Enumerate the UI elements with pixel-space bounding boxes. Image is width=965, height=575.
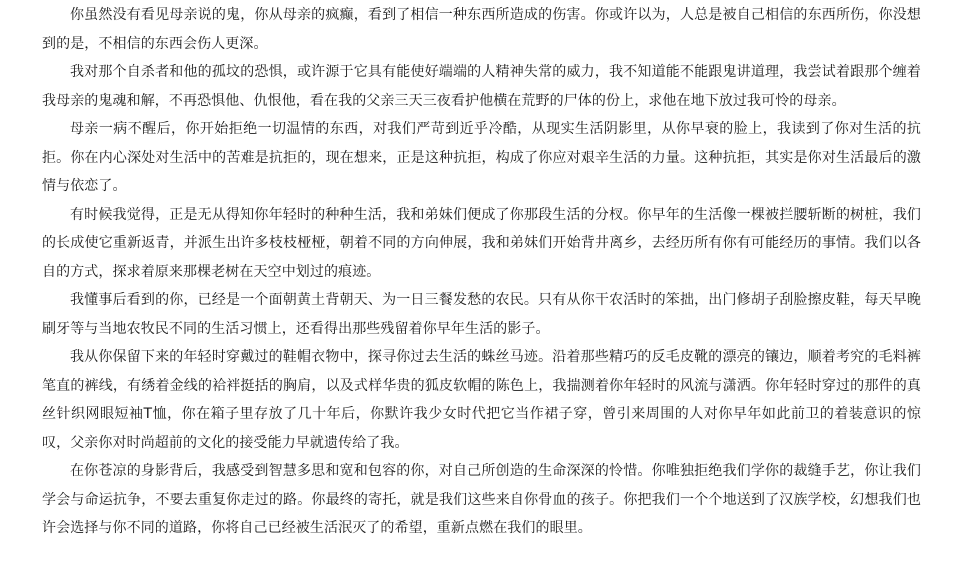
article-paragraph: 我懂事后看到的你，已经是一个面朝黄土背朝天、为一日三餐发愁的农民。只有从你干农活时的笨拙，出门修胡子刮脸擦皮鞋，每天早晚刷牙等与当地农牧民不同的生活习惯上，还看得出那些残留着你早年生活的影子。 [42,292,921,337]
article-paragraph: 母亲一病不醒后，你开始拒绝一切温情的东西，对我们严苛到近乎冷酷，从现实生活阴影里，从你早衰的脸上，我读到了你对生活的抗拒。你在内心深处对生活中的苦难是抗拒的，现在想来，正是这种抗拒，构成了你应对艰辛生活的力量。这种抗拒，其实是你对生活最后的激情与依恋了。 [42,121,921,194]
article-paragraph: 我从你保留下来的年轻时穿戴过的鞋帽衣物中，探寻你过去生活的蛛丝马迹。沿着那些精巧的反毛皮靴的漂亮的镶边，顺着考究的毛料裤笔直的裤线，有绣着金线的袷袢挺括的胸肩，以及式样华贵的狐皮软帽的陈色上，我揣测着你年轻时的风流与潇洒。你年轻时穿过的那件的真丝针织网眼短袖T恤，你在箱子里存放了几十年后，你默许我少女时代把它当作裙子穿，曾引来周围的人对你早年如此前卫的着装意识的惊叹，父亲你对时尚超前的文化的接受能力早就遗传给了我。 [42,349,921,451]
article-paragraph: 在你苍凉的身影背后，我感受到智慧多思和宽和包容的你，对自己所创造的生命深深的怜惜。你唯独拒绝我们学你的裁缝手艺，你让我们学会与命运抗争，不要去重复你走过的路。你最终的寄托，就是我们这些来自你骨血的孩子。你把我们一个个地送到了汉族学校，幻想我们也许会选择与你不同的道路，你将自己已经被生活泯灭了的希望，重新点燃在我们的眼里。 [42,463,921,536]
article-paragraph: 有时候我觉得，正是无从得知你年轻时的种种生活，我和弟妹们便成了你那段生活的分杈。你早年的生活像一棵被拦腰斩断的树桩，我们的长成使它重新返青，并派生出许多枝枝桠桠，朝着不同的方向伸展，我和弟妹们开始背井离乡，去经历所有你有可能经历的事情。我们以各自的方式，探求着原来那棵老树在天空中划过的痕迹。 [42,206,921,280]
article-paragraph: 你虽然没有看见母亲说的鬼，你从母亲的疯癫，看到了相信一种东西所造成的伤害。你或许以为，人总是被自己相信的东西所伤，你没想到的是，不相信的东西会伤人更深。 [42,7,921,52]
article-paragraph: 我对那个自杀者和他的孤坟的恐惧，或许源于它具有能使好端端的人精神失常的威力，我不知道能不能跟鬼讲道理，我尝试着跟那个缠着我母亲的鬼魂和解，不再恐惧他、仇恨他，看在我的父亲三天三夜看护他横在荒野的尸体的份上，求他在地下放过我可怜的母亲。 [42,64,921,109]
